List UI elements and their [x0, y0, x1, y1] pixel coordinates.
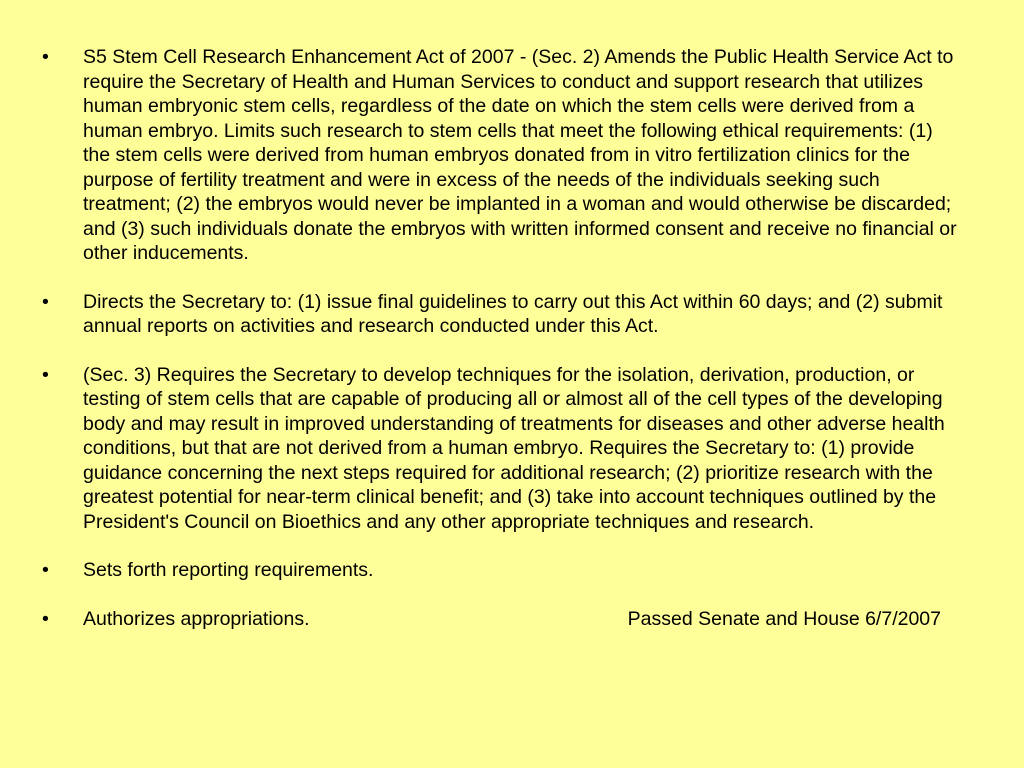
bullet-item	[42, 607, 964, 632]
bullet-marker: •	[42, 559, 49, 581]
bullet-list	[42, 45, 964, 655]
bullet-text: (Sec. 3) Requires the Secretary to develop techniques for the isolation, derivation, production, or testing of stem cells that are capable of producing all or almost all of the cell types of the developing body and may result in improved understanding of treatments for diseases and other adverse health conditions, but that are not derived from a human embryo. Requires the Secretary to: (1) provide guidance concerning the next steps required for additional research; (2) prioritize research with the greatest potential for near-term clinical benefit; and (3) take into account techniques outlined by the President's Council on Bioethics and any other appropriate techniques and research.	[83, 363, 945, 533]
bullet-marker: •	[42, 363, 49, 386]
bullet-item	[42, 45, 964, 266]
bullet-text: Directs the Secretary to: (1) issue final guidelines to carry out this Act within 60 days; and (2) submit annual reports on activities and research conducted under this Act.	[83, 290, 943, 337]
bullet-text: Sets forth reporting requirements.	[83, 559, 374, 581]
bullet-text: S5 Stem Cell Research Enhancement Act of 2007 - (Sec. 2) Amends the Public Health Service Act to require the Secretary of Health and Human Services to conduct and support research that utilizes human embryonic stem cells, regardless of the date on which the stem cells were derived from a human embryo. Limits such research to stem cells that meet the following ethical requirements: (1) the stem cells were derived from human embryos donated from in vitro fertilization clinics for the purpose of fertility treatment and were in excess of the needs of the individuals seeking such treatment; (2) the embryos would never be implanted in a woman and would otherwise be discarded; and (3) such individuals donate the embryos with written informed consent and receive no financial or other inducements.	[83, 46, 957, 264]
bullet-text: Authorizes appropriations.	[83, 607, 310, 630]
bullet-item	[42, 290, 964, 339]
bullet-row	[83, 607, 941, 632]
bullet-item	[42, 363, 964, 535]
bullet-item	[42, 558, 964, 583]
bullet-marker: •	[42, 607, 49, 630]
bullet-marker: •	[42, 290, 49, 313]
passed-note: Passed Senate and House 6/7/2007	[627, 607, 941, 630]
bullet-marker: •	[42, 46, 49, 68]
